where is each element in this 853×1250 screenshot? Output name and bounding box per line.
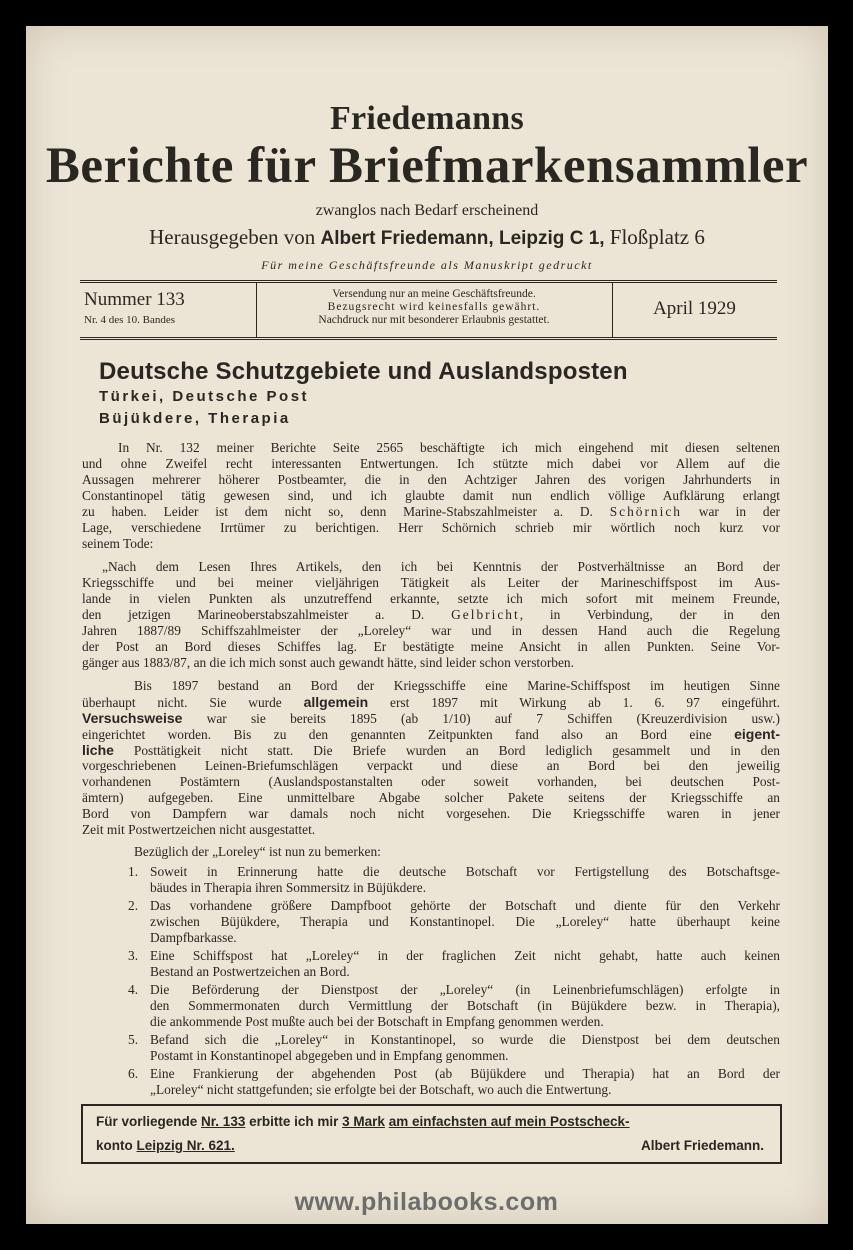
emphasis: Versuchsweise xyxy=(82,710,183,726)
watermark: www.philabooks.com xyxy=(294,1188,559,1216)
list-line: Eine Frankierung der abgehenden Post (ab Büjükdere und Therapia) hat an Bord der xyxy=(150,1066,780,1081)
issue-date-cell xyxy=(612,283,777,337)
payment-line-2: konto Leipzig Nr. 621. xyxy=(96,1138,235,1153)
quote-line: lande in vielen Punkten als unzutreffend erkannte, setzte ich mich sofort mit meinem Freunde, xyxy=(82,591,780,606)
notice-line-1: Versendung nur an meine Geschäftsfreunde. xyxy=(332,288,536,300)
manuscript-note: Für meine Geschäftsfreunde als Manuskript gedruckt xyxy=(261,258,593,272)
text-line: vorgeschriebenen Leinen-Briefumschlägen verpackt und diese an Bord bei den jeweilig xyxy=(82,758,780,773)
publisher-line xyxy=(26,225,828,250)
list-line: Eine Schiffspost hat „Loreley“ in der fraglichen Zeit nicht gehabt, hatte auch keinen xyxy=(150,948,780,963)
text-line: Bis 1897 bestand an Bord der Kriegsschiffe eine Marine-Schiffspost im heutigen Sinne xyxy=(134,678,780,693)
text-line: ämtern) aufgegeben. Eine unmittelbare Abgabe solcher Pakete seitens der Kriegsschiffe an xyxy=(82,790,780,805)
text-line: vorhandenen Postämtern (Auslandspostanstalten oder soweit vorhanden, bei deutschen Post- xyxy=(82,774,780,789)
text-line: eingerichtet worden. Bis zu den genannten Zeitpunkten fand also an Bord eine eigent- xyxy=(82,726,780,742)
person-name: Gelbricht xyxy=(451,607,520,622)
text-line: Aussagen mehrerer höherer Postbeamter, die in den Achtziger Jahren des vorigen Jahrhunderts in xyxy=(82,472,780,487)
text-line: Lage, verschiedene Irrtümer zu berichtigen. Herr Schörnich schrieb mir wörtlich noch kurz vor xyxy=(82,520,780,535)
list-line: Dampfbarkasse. xyxy=(150,930,237,945)
notice-line-2: Bezugsrecht wird keinesfalls gewährt. xyxy=(327,301,541,313)
person-name: Schörnich xyxy=(609,504,682,519)
quote-line: Kriegsschiffe und bei meiner vieljährigen Tätigkeit als Leiter der Marineschiffspost im Aus- xyxy=(82,575,780,590)
emphasis: eigent- xyxy=(734,726,780,742)
notice-line-3: Nachdruck nur mit besonderer Erlaubnis gestattet. xyxy=(318,314,550,326)
list-line: „Loreley“ nicht stattgefunden; sie erfolgte bei der Botschaft, wo auch die Entwertung. xyxy=(150,1082,612,1097)
text-line: überhaupt nicht. Sie wurde allgemein erst 1897 mit Wirkung ab 1. 6. 97 eingeführt. xyxy=(82,694,780,710)
frequency-note: zwanglos nach Bedarf erscheinend xyxy=(315,202,539,219)
list-line: Postamt in Konstantinopel abgegeben und in Empfang genommen. xyxy=(150,1048,509,1063)
text-line: Versuchsweise war sie bereits 1895 (ab 1/10) auf 7 Schiffen (Kreuzerdivision usw.) xyxy=(82,710,780,726)
list-line: Bestand an Postwertzeichen an Bord. xyxy=(150,964,350,979)
article-title: Deutsche Schutzgebiete und Auslandsposten xyxy=(99,358,628,385)
issue-date: April 1929 xyxy=(653,298,736,319)
emphasis: allgemein xyxy=(303,694,369,710)
quote-line: Jahren 1887/89 Schiffszahlmeister der „Loreley“ war und in dessen Hand auch die Regelung xyxy=(82,623,780,638)
list-line: bäudes in Therapia ihren Sommersitz in Büjükdere. xyxy=(150,880,427,895)
issue-info-box xyxy=(80,280,777,340)
list-number: 5. xyxy=(128,1032,139,1047)
payment-request-box xyxy=(81,1104,782,1164)
list-number: 1. xyxy=(128,864,139,879)
list-line: die ankommende Post mußte auch bei der Botschaft in Empfang genommen werden. xyxy=(150,1014,604,1029)
text-line: liche Posttätigkeit nicht statt. Die Briefe wurden an Bord lediglich gesammelt und in den xyxy=(82,742,780,758)
list-line: Die Beförderung der Dienstpost der „Loreley“ (in Leinenbriefumschlägen) erfolgte in xyxy=(150,982,780,997)
publisher-address: Floßplatz 6 xyxy=(609,225,705,249)
distribution-notice-cell xyxy=(256,283,613,337)
publisher-name-heading: Friedemanns xyxy=(329,100,525,137)
article-subtitle-2: Büjükdere, Therapia xyxy=(99,410,291,427)
quote-line: den jetzigen Marineoberstabszahlmeister a. D. Gelbricht, in Verbindung, der in den xyxy=(82,607,780,622)
list-line: zwischen Büjükdere, Therapia und Konstantinopel. Die „Loreley“ hatte überhaupt keine xyxy=(150,914,780,929)
publisher-prefix: Herausgegeben von xyxy=(149,225,316,249)
text-line: zu haben. Leider ist dem nicht so, denn Marine-Stabszahlmeister a. D. Schörnich war in der xyxy=(82,504,780,519)
list-line: Soweit in Erinnerung hatte die deutsche Botschaft vor Fertigstellung des Botschaftsge- xyxy=(150,864,780,879)
document-page xyxy=(26,26,828,1224)
list-line: Befand sich die „Loreley“ in Konstantinopel, so wurde die Dienstpost bei dem deutschen xyxy=(150,1032,780,1047)
publication-title: Berichte für Briefmarkensammler xyxy=(45,138,809,194)
quote-line: gänger aus 1883/87, an die ich mich sonst auch gewandt hätte, sind leider schon verstorben. xyxy=(82,655,574,670)
issue-number-cell xyxy=(80,283,257,337)
volume-number: Nr. 4 des 10. Bandes xyxy=(84,314,176,326)
list-line: Das vorhandene größere Dampfboot gehörte der Botschaft und diente für den Verkehr xyxy=(150,898,780,913)
article-subtitle-1: Türkei, Deutsche Post xyxy=(99,388,310,405)
list-number: 2. xyxy=(128,898,139,913)
text-line: seinem Tode: xyxy=(82,536,154,551)
issue-number: Nummer 133 xyxy=(84,289,185,310)
text-line: In Nr. 132 meiner Berichte Seite 2565 beschäftigte ich mich eingehend mit diesen seltenen xyxy=(118,440,780,455)
signature: Albert Friedemann. xyxy=(640,1138,764,1153)
list-number: 6. xyxy=(128,1066,139,1081)
text-line: Bezüglich der „Loreley“ ist nun zu bemerken: xyxy=(134,844,381,859)
text-line: und ohne Zweifel recht interessanten Entwertungen. Ich stützte mich dabei vor Allem auf die xyxy=(82,456,780,471)
publisher-name: Albert Friedemann, Leipzig C 1, xyxy=(320,228,605,249)
list-line: den Sommermonaten durch Vermittlung der Botschaft (in Büjükdere bezw. in Therapia), xyxy=(150,998,780,1013)
text-line: Zeit mit Postwertzeichen nicht ausgestattet. xyxy=(82,822,316,837)
text-line: Bord von Dampfern war damals noch nicht vorgesehen. Die Kriegsschiffe waren in jener xyxy=(82,806,780,821)
emphasis: liche xyxy=(82,742,114,758)
quote-line: „Nach dem Lesen Ihres Artikels, den ich bei Kenntnis der Postverhältnisse an Bord der xyxy=(102,559,780,574)
list-number: 3. xyxy=(128,948,139,963)
quote-line: der Post an Bord dieses Schiffes lag. Er bestätigte meine Ansicht in allen Punkten. Seine Vor- xyxy=(82,639,780,654)
payment-line-1: Für vorliegende Nr. 133 erbitte ich mir 3 Mark am einfachsten auf mein Postscheck- xyxy=(96,1114,630,1129)
list-number: 4. xyxy=(128,982,139,997)
text-line: Constantinopel tätig gewesen sind, und ich glaubte damit nun endlich völlige Aufklärung erlangt xyxy=(82,488,780,503)
